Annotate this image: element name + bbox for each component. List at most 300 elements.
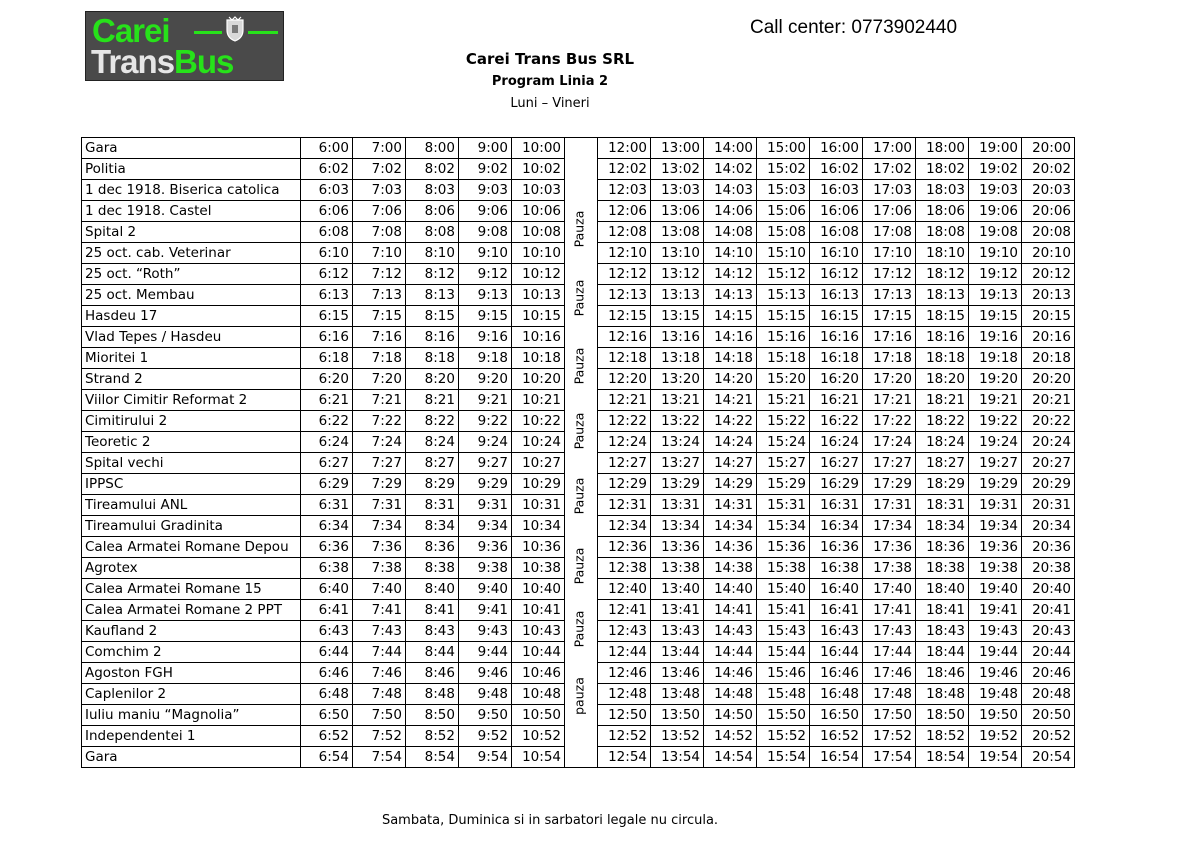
departure-time: 12:16	[598, 327, 651, 348]
departure-time: 20:18	[1022, 348, 1075, 369]
departure-time: 7:24	[353, 432, 406, 453]
departure-time: 17:22	[863, 411, 916, 432]
departure-time: 6:24	[301, 432, 353, 453]
departure-time: 15:18	[757, 348, 810, 369]
stop-name: Gara	[82, 138, 301, 159]
departure-time: 19:48	[969, 684, 1022, 705]
departure-time: 13:44	[651, 642, 704, 663]
departure-time: 14:16	[704, 327, 757, 348]
departure-time: 13:24	[651, 432, 704, 453]
departure-time: 7:20	[353, 369, 406, 390]
stop-name: Spital 2	[82, 222, 301, 243]
departure-time: 7:34	[353, 516, 406, 537]
departure-time: 12:02	[598, 159, 651, 180]
departure-time: 6:48	[301, 684, 353, 705]
departure-time: 12:34	[598, 516, 651, 537]
departure-time: 7:06	[353, 201, 406, 222]
departure-time: 8:38	[406, 558, 459, 579]
departure-time: 14:13	[704, 285, 757, 306]
stop-name: Agoston FGH	[82, 663, 301, 684]
departure-time: 16:40	[810, 579, 863, 600]
stop-name: Calea Armatei Romane 2 PPT	[82, 600, 301, 621]
departure-time: 15:13	[757, 285, 810, 306]
departure-time: 13:13	[651, 285, 704, 306]
logo-dash	[248, 31, 278, 34]
departure-time: 14:21	[704, 390, 757, 411]
departure-time: 14:15	[704, 306, 757, 327]
departure-time: 19:52	[969, 726, 1022, 747]
departure-time: 17:50	[863, 705, 916, 726]
departure-time: 13:43	[651, 621, 704, 642]
departure-time: 6:29	[301, 474, 353, 495]
stop-name: Comchim 2	[82, 642, 301, 663]
departure-time: 8:50	[406, 705, 459, 726]
departure-time: 9:16	[459, 327, 512, 348]
departure-time: 15:06	[757, 201, 810, 222]
departure-time: 16:18	[810, 348, 863, 369]
stop-name: Mioritei 1	[82, 348, 301, 369]
departure-time: 20:02	[1022, 159, 1075, 180]
departure-time: 10:50	[512, 705, 565, 726]
departure-time: 14:48	[704, 684, 757, 705]
departure-time: 10:16	[512, 327, 565, 348]
departure-time: 15:12	[757, 264, 810, 285]
call-center: Call center: 0773902440	[750, 17, 958, 38]
departure-time: 18:06	[916, 201, 969, 222]
departure-time: 14:06	[704, 201, 757, 222]
departure-time: 9:40	[459, 579, 512, 600]
departure-time: 12:10	[598, 243, 651, 264]
stop-name: Strand 2	[82, 369, 301, 390]
stop-name: IPPSC	[82, 474, 301, 495]
stop-name: Viilor Cimitir Reformat 2	[82, 390, 301, 411]
departure-time: 19:43	[969, 621, 1022, 642]
departure-time: 10:13	[512, 285, 565, 306]
departure-time: 9:18	[459, 348, 512, 369]
stop-name: Agrotex	[82, 558, 301, 579]
departure-time: 20:12	[1022, 264, 1075, 285]
departure-time: 19:00	[969, 138, 1022, 159]
departure-time: 17:00	[863, 138, 916, 159]
departure-time: 18:03	[916, 180, 969, 201]
departure-time: 19:06	[969, 201, 1022, 222]
program-title: Program Linia 2	[491, 74, 609, 89]
departure-time: 10:03	[512, 180, 565, 201]
departure-time: 18:52	[916, 726, 969, 747]
departure-time: 8:27	[406, 453, 459, 474]
departure-time: 16:50	[810, 705, 863, 726]
departure-time: 17:38	[863, 558, 916, 579]
departure-time: 12:15	[598, 306, 651, 327]
departure-time: 13:34	[651, 516, 704, 537]
departure-time: 13:21	[651, 390, 704, 411]
departure-time: 20:34	[1022, 516, 1075, 537]
stop-name: 25 oct. Membau	[82, 285, 301, 306]
pause-gap	[565, 159, 598, 180]
departure-time: 15:46	[757, 663, 810, 684]
departure-time: 18:46	[916, 663, 969, 684]
departure-time: 20:20	[1022, 369, 1075, 390]
departure-time: 15:50	[757, 705, 810, 726]
departure-time: 9:38	[459, 558, 512, 579]
departure-time: 9:31	[459, 495, 512, 516]
departure-time: 13:02	[651, 159, 704, 180]
departure-time: 6:43	[301, 621, 353, 642]
departure-time: 13:52	[651, 726, 704, 747]
departure-time: 15:52	[757, 726, 810, 747]
stop-name: Tireamului Gradinita	[82, 516, 301, 537]
departure-time: 13:18	[651, 348, 704, 369]
departure-time: 8:15	[406, 306, 459, 327]
coat-of-arms-icon	[224, 16, 246, 42]
departure-time: 10:46	[512, 663, 565, 684]
departure-time: 18:31	[916, 495, 969, 516]
departure-time: 14:38	[704, 558, 757, 579]
departure-time: 14:00	[704, 138, 757, 159]
departure-time: 17:20	[863, 369, 916, 390]
departure-time: 6:52	[301, 726, 353, 747]
departure-time: 7:52	[353, 726, 406, 747]
departure-time: 19:22	[969, 411, 1022, 432]
departure-time: 19:08	[969, 222, 1022, 243]
departure-time: 18:02	[916, 159, 969, 180]
departure-time: 15:31	[757, 495, 810, 516]
departure-time: 20:29	[1022, 474, 1075, 495]
table-row	[82, 747, 1075, 768]
departure-time: 8:12	[406, 264, 459, 285]
departure-time: 13:48	[651, 684, 704, 705]
departure-time: 18:08	[916, 222, 969, 243]
departure-time: 18:22	[916, 411, 969, 432]
departure-time: 17:10	[863, 243, 916, 264]
departure-time: 10:27	[512, 453, 565, 474]
table-row	[82, 180, 1075, 201]
departure-time: 17:46	[863, 663, 916, 684]
logo-dash	[194, 31, 222, 34]
departure-time: 17:13	[863, 285, 916, 306]
departure-time: 12:20	[598, 369, 651, 390]
departure-time: 20:21	[1022, 390, 1075, 411]
departure-time: 14:12	[704, 264, 757, 285]
departure-time: 9:27	[459, 453, 512, 474]
departure-time: 13:22	[651, 411, 704, 432]
departure-time: 9:13	[459, 285, 512, 306]
departure-time: 18:13	[916, 285, 969, 306]
departure-time: 14:44	[704, 642, 757, 663]
departure-time: 9:21	[459, 390, 512, 411]
departure-time: 14:41	[704, 600, 757, 621]
departure-time: 10:48	[512, 684, 565, 705]
departure-time: 18:54	[916, 747, 969, 768]
departure-time: 8:24	[406, 432, 459, 453]
departure-time: 7:48	[353, 684, 406, 705]
departure-time: 13:16	[651, 327, 704, 348]
departure-time: 17:41	[863, 600, 916, 621]
departure-time: 9:03	[459, 180, 512, 201]
departure-time: 18:36	[916, 537, 969, 558]
departure-time: 18:41	[916, 600, 969, 621]
departure-time: 17:29	[863, 474, 916, 495]
departure-time: 9:20	[459, 369, 512, 390]
departure-time: 15:22	[757, 411, 810, 432]
departure-time: 7:21	[353, 390, 406, 411]
departure-time: 16:13	[810, 285, 863, 306]
departure-time: 10:31	[512, 495, 565, 516]
departure-time: 9:34	[459, 516, 512, 537]
departure-time: 19:03	[969, 180, 1022, 201]
departure-time: 19:40	[969, 579, 1022, 600]
departure-time: 13:50	[651, 705, 704, 726]
departure-time: 10:21	[512, 390, 565, 411]
departure-time: 12:12	[598, 264, 651, 285]
departure-time: 16:54	[810, 747, 863, 768]
departure-time: 16:15	[810, 306, 863, 327]
pause-label: Pauza	[571, 210, 587, 248]
footer-note: Sambata, Duminica si in sarbatori legale nu circula.	[381, 813, 719, 828]
stop-name: Calea Armatei Romane 15	[82, 579, 301, 600]
departure-time: 9:00	[459, 138, 512, 159]
departure-time: 19:15	[969, 306, 1022, 327]
departure-time: 14:40	[704, 579, 757, 600]
departure-time: 10:08	[512, 222, 565, 243]
departure-time: 8:40	[406, 579, 459, 600]
departure-time: 9:02	[459, 159, 512, 180]
departure-time: 10:20	[512, 369, 565, 390]
departure-time: 7:15	[353, 306, 406, 327]
departure-time: 18:34	[916, 516, 969, 537]
departure-time: 13:46	[651, 663, 704, 684]
departure-time: 17:34	[863, 516, 916, 537]
departure-time: 10:24	[512, 432, 565, 453]
departure-time: 17:54	[863, 747, 916, 768]
departure-time: 20:27	[1022, 453, 1075, 474]
logo-text-transbus: TransBus	[91, 43, 234, 80]
departure-time: 18:21	[916, 390, 969, 411]
departure-time: 17:18	[863, 348, 916, 369]
departure-time: 6:06	[301, 201, 353, 222]
departure-time: 12:21	[598, 390, 651, 411]
stop-name: Spital vechi	[82, 453, 301, 474]
departure-time: 8:03	[406, 180, 459, 201]
departure-time: 18:29	[916, 474, 969, 495]
departure-time: 8:13	[406, 285, 459, 306]
departure-time: 10:06	[512, 201, 565, 222]
departure-time: 7:43	[353, 621, 406, 642]
departure-time: 15:00	[757, 138, 810, 159]
departure-time: 8:06	[406, 201, 459, 222]
departure-time: 16:34	[810, 516, 863, 537]
pause-label: Pauza	[571, 412, 587, 450]
departure-time: 10:38	[512, 558, 565, 579]
departure-time: 10:36	[512, 537, 565, 558]
departure-time: 10:12	[512, 264, 565, 285]
departure-time: 9:48	[459, 684, 512, 705]
departure-time: 9:54	[459, 747, 512, 768]
departure-time: 17:44	[863, 642, 916, 663]
stop-name: Gara	[82, 747, 301, 768]
departure-time: 14:18	[704, 348, 757, 369]
departure-time: 7:16	[353, 327, 406, 348]
departure-time: 15:38	[757, 558, 810, 579]
departure-time: 12:38	[598, 558, 651, 579]
departure-time: 18:27	[916, 453, 969, 474]
departure-time: 8:41	[406, 600, 459, 621]
departure-time: 16:00	[810, 138, 863, 159]
departure-time: 9:06	[459, 201, 512, 222]
departure-time: 12:54	[598, 747, 651, 768]
departure-time: 14:29	[704, 474, 757, 495]
departure-time: 16:52	[810, 726, 863, 747]
departure-time: 6:41	[301, 600, 353, 621]
departure-time: 17:27	[863, 453, 916, 474]
stop-name: 1 dec 1918. Castel	[82, 201, 301, 222]
departure-time: 7:02	[353, 159, 406, 180]
departure-time: 12:00	[598, 138, 651, 159]
departure-time: 10:22	[512, 411, 565, 432]
pause-gap	[565, 747, 598, 768]
departure-time: 6:03	[301, 180, 353, 201]
departure-time: 18:50	[916, 705, 969, 726]
departure-time: 17:31	[863, 495, 916, 516]
departure-time: 16:03	[810, 180, 863, 201]
departure-time: 13:06	[651, 201, 704, 222]
departure-time: 10:34	[512, 516, 565, 537]
departure-time: 6:00	[301, 138, 353, 159]
departure-time: 8:43	[406, 621, 459, 642]
departure-time: 19:13	[969, 285, 1022, 306]
departure-time: 14:02	[704, 159, 757, 180]
departure-time: 15:24	[757, 432, 810, 453]
departure-time: 15:27	[757, 453, 810, 474]
departure-time: 18:43	[916, 621, 969, 642]
pause-gap	[565, 180, 598, 201]
departure-time: 12:46	[598, 663, 651, 684]
departure-time: 10:10	[512, 243, 565, 264]
departure-time: 10:15	[512, 306, 565, 327]
departure-time: 8:02	[406, 159, 459, 180]
departure-time: 7:38	[353, 558, 406, 579]
departure-time: 12:31	[598, 495, 651, 516]
departure-time: 8:46	[406, 663, 459, 684]
departure-time: 12:52	[598, 726, 651, 747]
departure-time: 20:50	[1022, 705, 1075, 726]
departure-time: 17:15	[863, 306, 916, 327]
stop-name: Calea Armatei Romane Depou	[82, 537, 301, 558]
departure-time: 13:29	[651, 474, 704, 495]
departure-time: 15:48	[757, 684, 810, 705]
departure-time: 15:40	[757, 579, 810, 600]
departure-time: 12:22	[598, 411, 651, 432]
departure-time: 15:10	[757, 243, 810, 264]
departure-time: 16:36	[810, 537, 863, 558]
departure-time: 6:18	[301, 348, 353, 369]
departure-time: 20:08	[1022, 222, 1075, 243]
departure-time: 14:20	[704, 369, 757, 390]
departure-time: 16:06	[810, 201, 863, 222]
departure-time: 16:08	[810, 222, 863, 243]
departure-time: 19:24	[969, 432, 1022, 453]
departure-time: 16:10	[810, 243, 863, 264]
departure-time: 20:43	[1022, 621, 1075, 642]
departure-time: 20:15	[1022, 306, 1075, 327]
departure-time: 8:22	[406, 411, 459, 432]
logo-text-carei: Carei	[92, 12, 170, 49]
departure-time: 15:54	[757, 747, 810, 768]
departure-time: 16:20	[810, 369, 863, 390]
departure-time: 12:27	[598, 453, 651, 474]
departure-time: 12:03	[598, 180, 651, 201]
departure-time: 13:10	[651, 243, 704, 264]
departure-time: 20:41	[1022, 600, 1075, 621]
departure-time: 9:46	[459, 663, 512, 684]
departure-time: 16:38	[810, 558, 863, 579]
departure-time: 10:18	[512, 348, 565, 369]
departure-time: 10:00	[512, 138, 565, 159]
departure-time: 6:46	[301, 663, 353, 684]
departure-time: 13:03	[651, 180, 704, 201]
departure-time: 15:02	[757, 159, 810, 180]
departure-time: 9:24	[459, 432, 512, 453]
departure-time: 19:46	[969, 663, 1022, 684]
departure-time: 12:36	[598, 537, 651, 558]
pause-label: pauza	[571, 677, 587, 715]
departure-time: 14:46	[704, 663, 757, 684]
departure-time: 8:34	[406, 516, 459, 537]
table-row	[82, 159, 1075, 180]
departure-time: 14:03	[704, 180, 757, 201]
departure-time: 15:21	[757, 390, 810, 411]
departure-time: 9:29	[459, 474, 512, 495]
departure-time: 7:31	[353, 495, 406, 516]
departure-time: 12:18	[598, 348, 651, 369]
departure-time: 6:34	[301, 516, 353, 537]
departure-time: 15:29	[757, 474, 810, 495]
departure-time: 7:03	[353, 180, 406, 201]
departure-time: 18:44	[916, 642, 969, 663]
departure-time: 10:52	[512, 726, 565, 747]
departure-time: 19:18	[969, 348, 1022, 369]
departure-time: 12:40	[598, 579, 651, 600]
departure-time: 12:44	[598, 642, 651, 663]
departure-time: 6:21	[301, 390, 353, 411]
departure-time: 8:20	[406, 369, 459, 390]
departure-time: 8:16	[406, 327, 459, 348]
departure-time: 19:44	[969, 642, 1022, 663]
departure-time: 19:16	[969, 327, 1022, 348]
departure-time: 7:12	[353, 264, 406, 285]
departure-time: 14:08	[704, 222, 757, 243]
departure-time: 7:00	[353, 138, 406, 159]
departure-time: 12:50	[598, 705, 651, 726]
departure-time: 20:44	[1022, 642, 1075, 663]
departure-time: 6:16	[301, 327, 353, 348]
departure-time: 6:12	[301, 264, 353, 285]
departure-time: 14:36	[704, 537, 757, 558]
departure-time: 18:16	[916, 327, 969, 348]
departure-time: 13:20	[651, 369, 704, 390]
departure-time: 19:20	[969, 369, 1022, 390]
departure-time: 7:46	[353, 663, 406, 684]
departure-time: 15:16	[757, 327, 810, 348]
departure-time: 15:34	[757, 516, 810, 537]
departure-time: 7:22	[353, 411, 406, 432]
departure-time: 15:43	[757, 621, 810, 642]
departure-time: 8:36	[406, 537, 459, 558]
departure-time: 17:02	[863, 159, 916, 180]
departure-time: 12:48	[598, 684, 651, 705]
stop-name: Independentei 1	[82, 726, 301, 747]
departure-time: 13:12	[651, 264, 704, 285]
